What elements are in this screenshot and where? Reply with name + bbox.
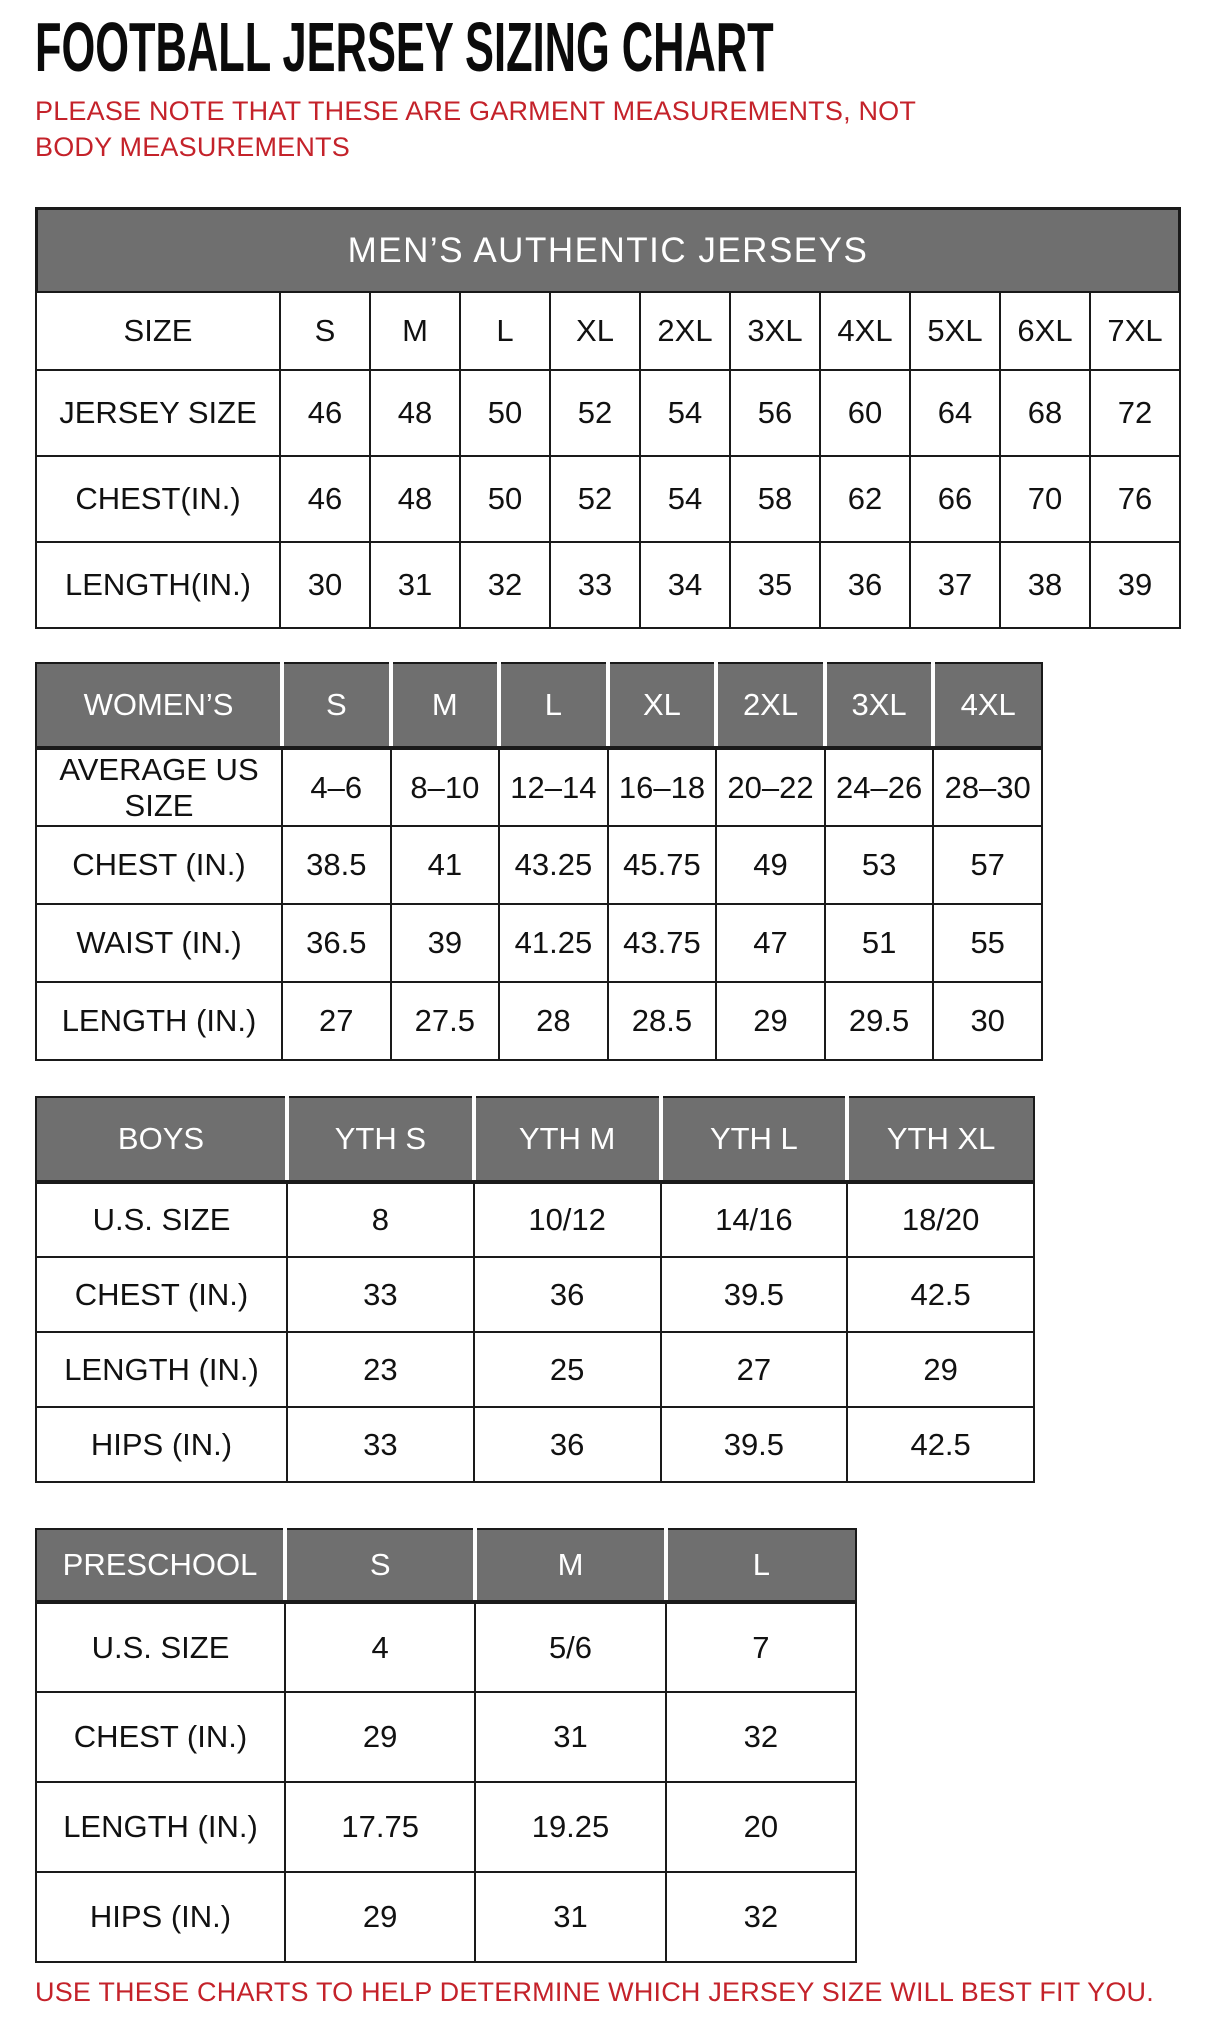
womens-sizing-table — [35, 662, 1043, 1061]
size-value-cell: 28 — [499, 982, 608, 1060]
size-value-cell: 35 — [730, 542, 820, 628]
column-header: 7XL — [1090, 292, 1180, 370]
size-value-cell: 29 — [716, 982, 825, 1060]
column-header: YTH L — [661, 1097, 848, 1182]
table-row — [36, 370, 1180, 456]
size-value-cell: 41.25 — [499, 904, 608, 982]
column-header: YTH S — [287, 1097, 474, 1182]
size-value-cell: 66 — [910, 456, 1000, 542]
size-value-cell: 39 — [391, 904, 500, 982]
size-value-cell: 56 — [730, 370, 820, 456]
row-label: WAIST (IN.) — [36, 904, 282, 982]
table-row — [36, 542, 1180, 628]
column-header: XL — [608, 663, 717, 748]
boys-sizing-table — [35, 1096, 1035, 1483]
size-value-cell: 41 — [391, 826, 500, 904]
footer-note: USE THESE CHARTS TO HELP DETERMINE WHICH JERSEY SIZE WILL BEST FIT YOU. — [35, 1977, 1154, 2008]
size-value-cell: 53 — [825, 826, 934, 904]
row-label: AVERAGE US SIZE — [36, 748, 282, 826]
size-value-cell: 31 — [475, 1872, 665, 1962]
row-label: LENGTH (IN.) — [36, 1782, 285, 1872]
size-value-cell: 38.5 — [282, 826, 391, 904]
size-value-cell: 52 — [550, 370, 640, 456]
size-value-cell: 32 — [460, 542, 550, 628]
size-value-cell: 32 — [666, 1692, 856, 1782]
column-header: 6XL — [1000, 292, 1090, 370]
size-value-cell: 7 — [666, 1602, 856, 1692]
size-value-cell: 38 — [1000, 542, 1090, 628]
size-value-cell: 37 — [910, 542, 1000, 628]
size-value-cell: 20–22 — [716, 748, 825, 826]
size-value-cell: 39.5 — [661, 1407, 848, 1482]
size-value-cell: 68 — [1000, 370, 1090, 456]
size-value-cell: 20 — [666, 1782, 856, 1872]
row-label: CHEST(IN.) — [36, 456, 280, 542]
size-value-cell: 49 — [716, 826, 825, 904]
boys-section — [35, 1096, 1185, 1483]
size-value-cell: 19.25 — [475, 1782, 665, 1872]
size-value-cell: 46 — [280, 456, 370, 542]
column-header: PRESCHOOL — [36, 1529, 285, 1602]
column-header: L — [499, 663, 608, 748]
header-row — [36, 663, 1042, 748]
column-header: BOYS — [36, 1097, 287, 1182]
size-value-cell: 55 — [933, 904, 1042, 982]
size-value-cell: 39 — [1090, 542, 1180, 628]
size-value-cell: 72 — [1090, 370, 1180, 456]
column-header: L — [666, 1529, 856, 1602]
table-row — [36, 1692, 856, 1782]
size-value-cell: 54 — [640, 370, 730, 456]
column-header: 5XL — [910, 292, 1000, 370]
size-value-cell: 25 — [474, 1332, 661, 1407]
size-value-cell: 46 — [280, 370, 370, 456]
size-value-cell: 14/16 — [661, 1182, 848, 1257]
size-value-cell: 29 — [285, 1872, 475, 1962]
column-header: WOMEN’S — [36, 663, 282, 748]
table-row — [36, 826, 1042, 904]
size-value-cell: 33 — [287, 1407, 474, 1482]
column-header: 4XL — [933, 663, 1042, 748]
mens-authentic-jerseys-section — [35, 207, 1185, 629]
page-title: FOOTBALL JERSEY SIZING CHART — [35, 8, 774, 86]
column-header: M — [370, 292, 460, 370]
column-header: YTH M — [474, 1097, 661, 1182]
size-value-cell: 28–30 — [933, 748, 1042, 826]
size-value-cell: 4 — [285, 1602, 475, 1692]
column-header: 2XL — [716, 663, 825, 748]
size-value-cell: 43.75 — [608, 904, 717, 982]
mens-table-banner: MEN’S AUTHENTIC JERSEYS — [35, 207, 1181, 291]
table-row — [36, 1332, 1034, 1407]
size-value-cell: 54 — [640, 456, 730, 542]
size-value-cell: 36 — [820, 542, 910, 628]
size-value-cell: 30 — [933, 982, 1042, 1060]
size-value-cell: 70 — [1000, 456, 1090, 542]
size-value-cell: 36.5 — [282, 904, 391, 982]
table-row — [36, 1407, 1034, 1482]
size-value-cell: 29.5 — [825, 982, 934, 1060]
header-row — [36, 292, 1180, 370]
size-value-cell: 64 — [910, 370, 1000, 456]
size-value-cell: 36 — [474, 1407, 661, 1482]
size-value-cell: 36 — [474, 1257, 661, 1332]
size-value-cell: 58 — [730, 456, 820, 542]
size-value-cell: 48 — [370, 456, 460, 542]
column-header: 4XL — [820, 292, 910, 370]
row-label: LENGTH (IN.) — [36, 1332, 287, 1407]
column-header: 3XL — [825, 663, 934, 748]
row-label: CHEST (IN.) — [36, 1692, 285, 1782]
size-value-cell: 8–10 — [391, 748, 500, 826]
header-row — [36, 1097, 1034, 1182]
size-value-cell: 45.75 — [608, 826, 717, 904]
size-value-cell: 8 — [287, 1182, 474, 1257]
row-label: LENGTH(IN.) — [36, 542, 280, 628]
row-label: U.S. SIZE — [36, 1602, 285, 1692]
size-value-cell: 24–26 — [825, 748, 934, 826]
size-value-cell: 62 — [820, 456, 910, 542]
row-label: JERSEY SIZE — [36, 370, 280, 456]
size-value-cell: 28.5 — [608, 982, 717, 1060]
row-label: U.S. SIZE — [36, 1182, 287, 1257]
table-row — [36, 1872, 856, 1962]
size-value-cell: 30 — [280, 542, 370, 628]
table-row — [36, 456, 1180, 542]
size-value-cell: 39.5 — [661, 1257, 848, 1332]
size-value-cell: 33 — [287, 1257, 474, 1332]
womens-section — [35, 662, 1185, 1061]
garment-measurements-note: PLEASE NOTE THAT THESE ARE GARMENT MEASUREMENTS, NOT BODY MEASUREMENTS — [35, 96, 916, 162]
column-header: L — [460, 292, 550, 370]
column-header: S — [282, 663, 391, 748]
size-value-cell: 27 — [282, 982, 391, 1060]
size-value-cell: 27.5 — [391, 982, 500, 1060]
size-value-cell: 42.5 — [847, 1407, 1034, 1482]
size-value-cell: 76 — [1090, 456, 1180, 542]
header-row — [36, 1529, 856, 1602]
table-row — [36, 1182, 1034, 1257]
column-header: S — [280, 292, 370, 370]
column-header: M — [391, 663, 500, 748]
row-label: CHEST (IN.) — [36, 826, 282, 904]
table-row — [36, 748, 1042, 826]
table-row — [36, 1782, 856, 1872]
size-value-cell: 50 — [460, 456, 550, 542]
size-value-cell: 33 — [550, 542, 640, 628]
table-row — [36, 982, 1042, 1060]
size-value-cell: 52 — [550, 456, 640, 542]
column-header: YTH XL — [847, 1097, 1034, 1182]
row-label: CHEST (IN.) — [36, 1257, 287, 1332]
size-value-cell: 48 — [370, 370, 460, 456]
size-value-cell: 17.75 — [285, 1782, 475, 1872]
size-value-cell: 60 — [820, 370, 910, 456]
size-value-cell: 43.25 — [499, 826, 608, 904]
size-value-cell: 18/20 — [847, 1182, 1034, 1257]
column-header: XL — [550, 292, 640, 370]
size-value-cell: 23 — [287, 1332, 474, 1407]
size-value-cell: 5/6 — [475, 1602, 665, 1692]
table-row — [36, 904, 1042, 982]
row-label: HIPS (IN.) — [36, 1872, 285, 1962]
row-label: HIPS (IN.) — [36, 1407, 287, 1482]
column-header: 3XL — [730, 292, 820, 370]
column-header: SIZE — [36, 292, 280, 370]
size-value-cell: 29 — [847, 1332, 1034, 1407]
size-value-cell: 47 — [716, 904, 825, 982]
size-value-cell: 31 — [370, 542, 460, 628]
preschool-sizing-table — [35, 1528, 857, 1963]
table-row — [36, 1257, 1034, 1332]
table-row — [36, 1602, 856, 1692]
row-label: LENGTH (IN.) — [36, 982, 282, 1060]
size-value-cell: 12–14 — [499, 748, 608, 826]
column-header: M — [475, 1529, 665, 1602]
size-value-cell: 31 — [475, 1692, 665, 1782]
size-value-cell: 32 — [666, 1872, 856, 1962]
size-value-cell: 29 — [285, 1692, 475, 1782]
size-value-cell: 10/12 — [474, 1182, 661, 1257]
size-value-cell: 50 — [460, 370, 550, 456]
column-header: S — [285, 1529, 475, 1602]
size-value-cell: 57 — [933, 826, 1042, 904]
size-value-cell: 27 — [661, 1332, 848, 1407]
mens-sizing-table — [35, 291, 1181, 629]
size-value-cell: 4–6 — [282, 748, 391, 826]
column-header: 2XL — [640, 292, 730, 370]
size-value-cell: 42.5 — [847, 1257, 1034, 1332]
size-value-cell: 34 — [640, 542, 730, 628]
size-value-cell: 16–18 — [608, 748, 717, 826]
preschool-section — [35, 1528, 1185, 1963]
size-value-cell: 51 — [825, 904, 934, 982]
